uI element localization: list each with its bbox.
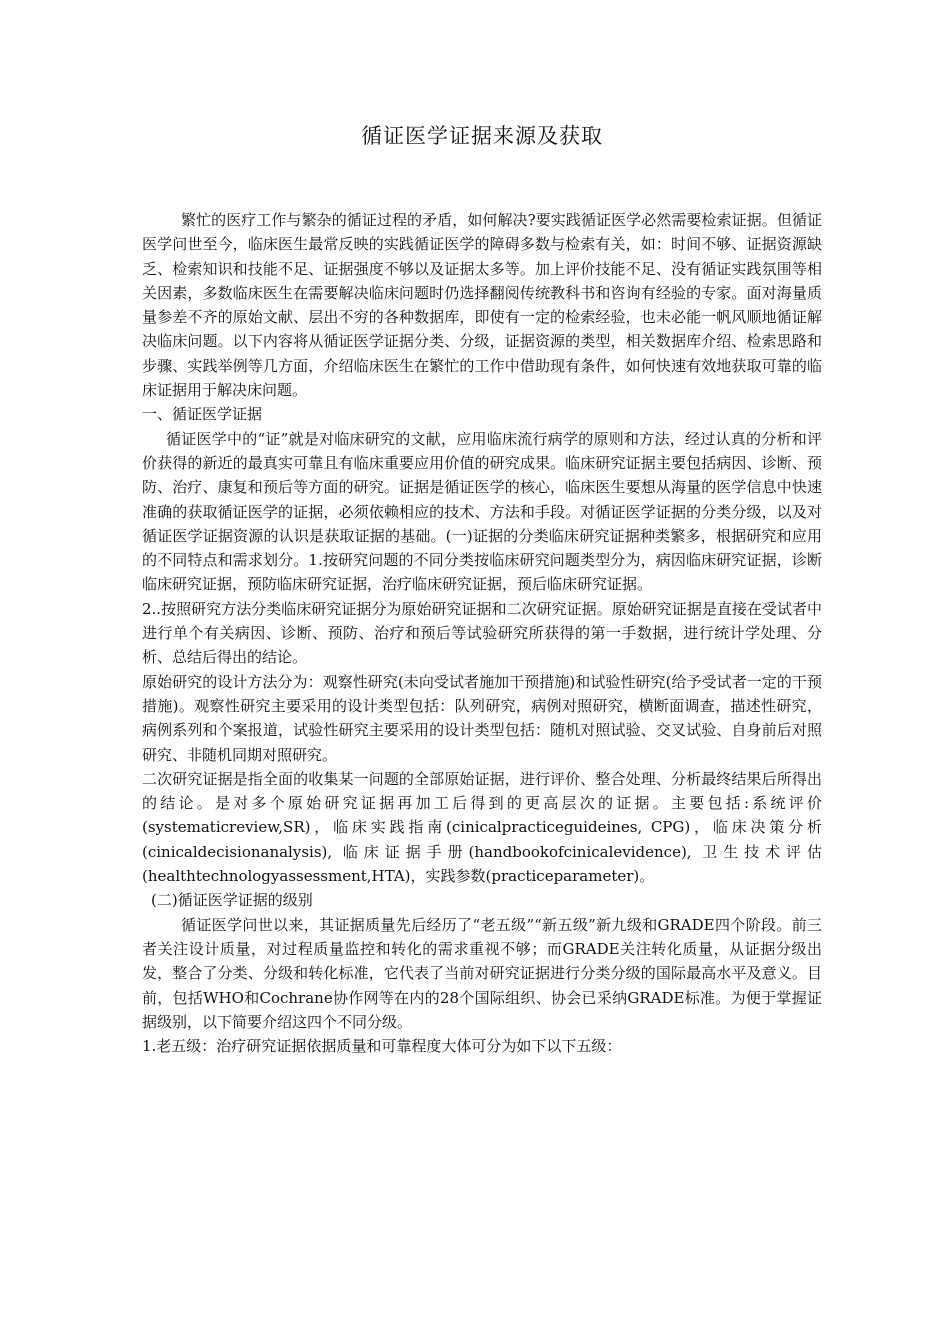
paragraph-evidence-definition: 循证医学中的“证”就是对临床研究的文献，应用临床流行病学的原则和方法，经过认真的分析和评价获得的新近的最真实可靠且有临床重要应用价值的研究成果。临床研究证据主要包括病因、诊断、预防、治疗、康复和预后等方面的研究。证据是循证医学的核心，临床医生要想从海量的医学信息中快速准确的获取循证医学的证据，必须依赖相应的技术、方法和手段。对循证医学证据的分类分级，以及对循证医学证据资源的认识是获取证据的基础。(一)证据的分类临床研究证据种类繁多，根据研究和应用的不同特点和需求划分。1.按研究问题的不同分类按临床研究问题类型分为，病因临床研究证据，诊断临床研究证据，预防临床研究证据，治疗临床研究证据，预后临床研究证据。 bbox=[142, 429, 822, 594]
paragraph-old-five-levels: 1.老五级：治疗研究证据依据质量和可靠程度大体可分为如下以下五级： bbox=[142, 1037, 622, 1056]
section-heading-evidence-levels: (二)循证医学证据的级别 bbox=[151, 891, 313, 910]
paragraph-primary-study-design: 原始研究的设计方法分为：观察性研究(未向受试者施加干预措施)和试验性研究(给予受试者一定的干预措施)。观察性研究主要采用的设计类型包括：队列研究，病例对照研究，横断面调查，描述性研究，病例系列和个案报道，试验性研究主要采用的设计类型包括：随机对照试验、交叉试验、自身前后对照研究、非随机同期对照研究。 bbox=[142, 672, 822, 764]
paragraph-secondary-evidence: 二次研究证据是指全面的收集某一问题的全部原始证据，进行评价、整合处理、分析最终结果后所得出的结论。是对多个原始研究证据再加工后得到的更高层次的证据。主要包括:系统评价(systematicreview,SR)，临床实践指南(cinicalpracticeguideines, CPG)，临床决策分析(cinicaldecisionanalysis), 临床证据手册(handbookofcinicalevidence), 卫生技术评估(healthtechnologyassessment,HTA)，实践参数(practiceparameter)。 bbox=[142, 769, 822, 886]
paragraph-intro: 繁忙的医疗工作与繁杂的循证过程的矛盾，如何解决?要实践循证医学必然需要检索证据。但循证医学问世至今，临床医生最常反映的实践循证医学的障碍多数与检索有关，如：时间不够、证据资源缺乏、检索知识和技能不足、证据强度不够以及证据太多等。加上评价技能不足、没有循证实践氛围等相关因素，多数临床医生在需要解决临床问题时仍选择翻阅传统教科书和咨询有经验的专家。面对海量质量参差不齐的原始文献、层出不穷的各种数据库，即使有一定的检索经验，也未必能一帆风顺地循证解决临床问题。以下内容将从循证医学证据分类、分级，证据资源的类型，相关数据库介绍、检索思路和步骤、实践举例等几方面，介绍临床医生在繁忙的工作中借助现有条件，如何快速有效地获取可靠的临床证据用于解决床问题。 bbox=[142, 211, 822, 400]
section-heading-evidence: 一、循证医学证据 bbox=[142, 405, 263, 424]
paragraph-research-method-classification: 2..按照研究方法分类临床研究证据分为原始研究证据和二次研究证据。原始研究证据是直接在受试者中进行单个有关病因、诊断、预防、治疗和预后等试验研究所获得的第一手数据，进行统计学处理、分析、总结后得出的结论。 bbox=[142, 599, 822, 667]
document-body bbox=[142, 208, 822, 1058]
paragraph-evidence-levels: 循证医学问世以来，其证据质量先后经历了“老五级”“新五级”新九级和GRADE四个阶段。前三者关注设计质量，对过程质量监控和转化的需求重视不够；而GRADE关注转化质量，从证据分级出发，整合了分类、分级和转化标准，它代表了当前对研究证据进行分类分级的国际最高水平及意义。目前，包括WHO和Cochrane协作网等在内的28个国际组织、协会已采纳GRADE标准。为便于掌握证据级别，以下简要介绍这四个不同分级。 bbox=[142, 915, 822, 1031]
document-title: 循证医学证据来源及获取 bbox=[361, 124, 603, 148]
